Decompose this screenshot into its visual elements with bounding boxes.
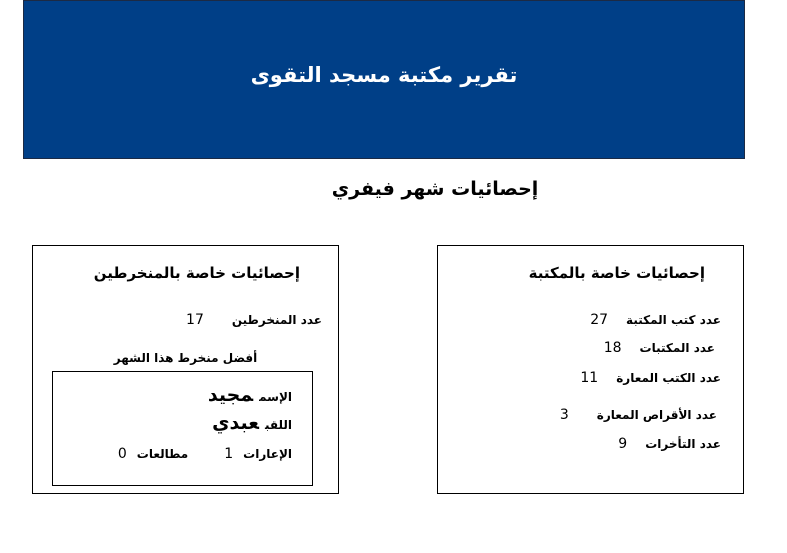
loans-label: الإعارات [243,447,292,461]
readings-label: مطالعات [136,447,189,461]
library-stat-value: 18 [603,340,622,356]
report-title: تقرير مكتبة مسجد التقوى [250,63,518,87]
library-stat-label: عدد الأقراص المعارة [596,408,717,422]
library-stat-row [560,407,717,423]
library-stat-row [618,436,721,452]
member-stats-box [32,245,339,494]
last-name-value: عبدي [212,412,259,434]
library-stat-value: 11 [580,370,599,386]
best-member-last-name-row [212,412,292,434]
library-stat-label: عدد الكتب المعارة [616,371,721,385]
member-stats-heading: إحصائيات خاصة بالمنخرطين [93,264,300,282]
month-subtitle: إحصائيات شهر فيفري [331,178,539,200]
library-stat-row [580,370,721,386]
best-member-activity-row [118,446,292,462]
readings-value: 0 [117,446,127,462]
best-member-card [52,371,313,486]
library-stat-label: عدد كتب المكتبة [626,313,721,327]
members-count-row [186,312,322,328]
library-stat-value: 9 [618,436,628,452]
library-stats-heading: إحصائيات خاصة بالمكتبة [528,264,705,282]
library-stats-box [437,245,744,494]
last-name-label: اللقب [264,418,292,432]
loans-value: 1 [224,446,234,462]
members-count-value: 17 [186,312,204,328]
best-member-first-name-row [208,384,292,406]
first-name-label: الإسم [259,390,292,404]
library-stat-row [604,340,715,356]
first-name-value: مجيد [207,384,254,406]
library-stat-label: عدد التأخرات [645,437,721,451]
library-stat-label: عدد المكتبات [639,341,715,355]
library-stat-row [590,312,721,328]
library-stat-value: 3 [559,407,569,423]
members-count-label: عدد المنخرطين [231,313,322,327]
header-banner [23,0,745,159]
library-stat-value: 27 [590,312,609,328]
best-member-caption: أفضل منخرط هذا الشهر [113,351,258,365]
